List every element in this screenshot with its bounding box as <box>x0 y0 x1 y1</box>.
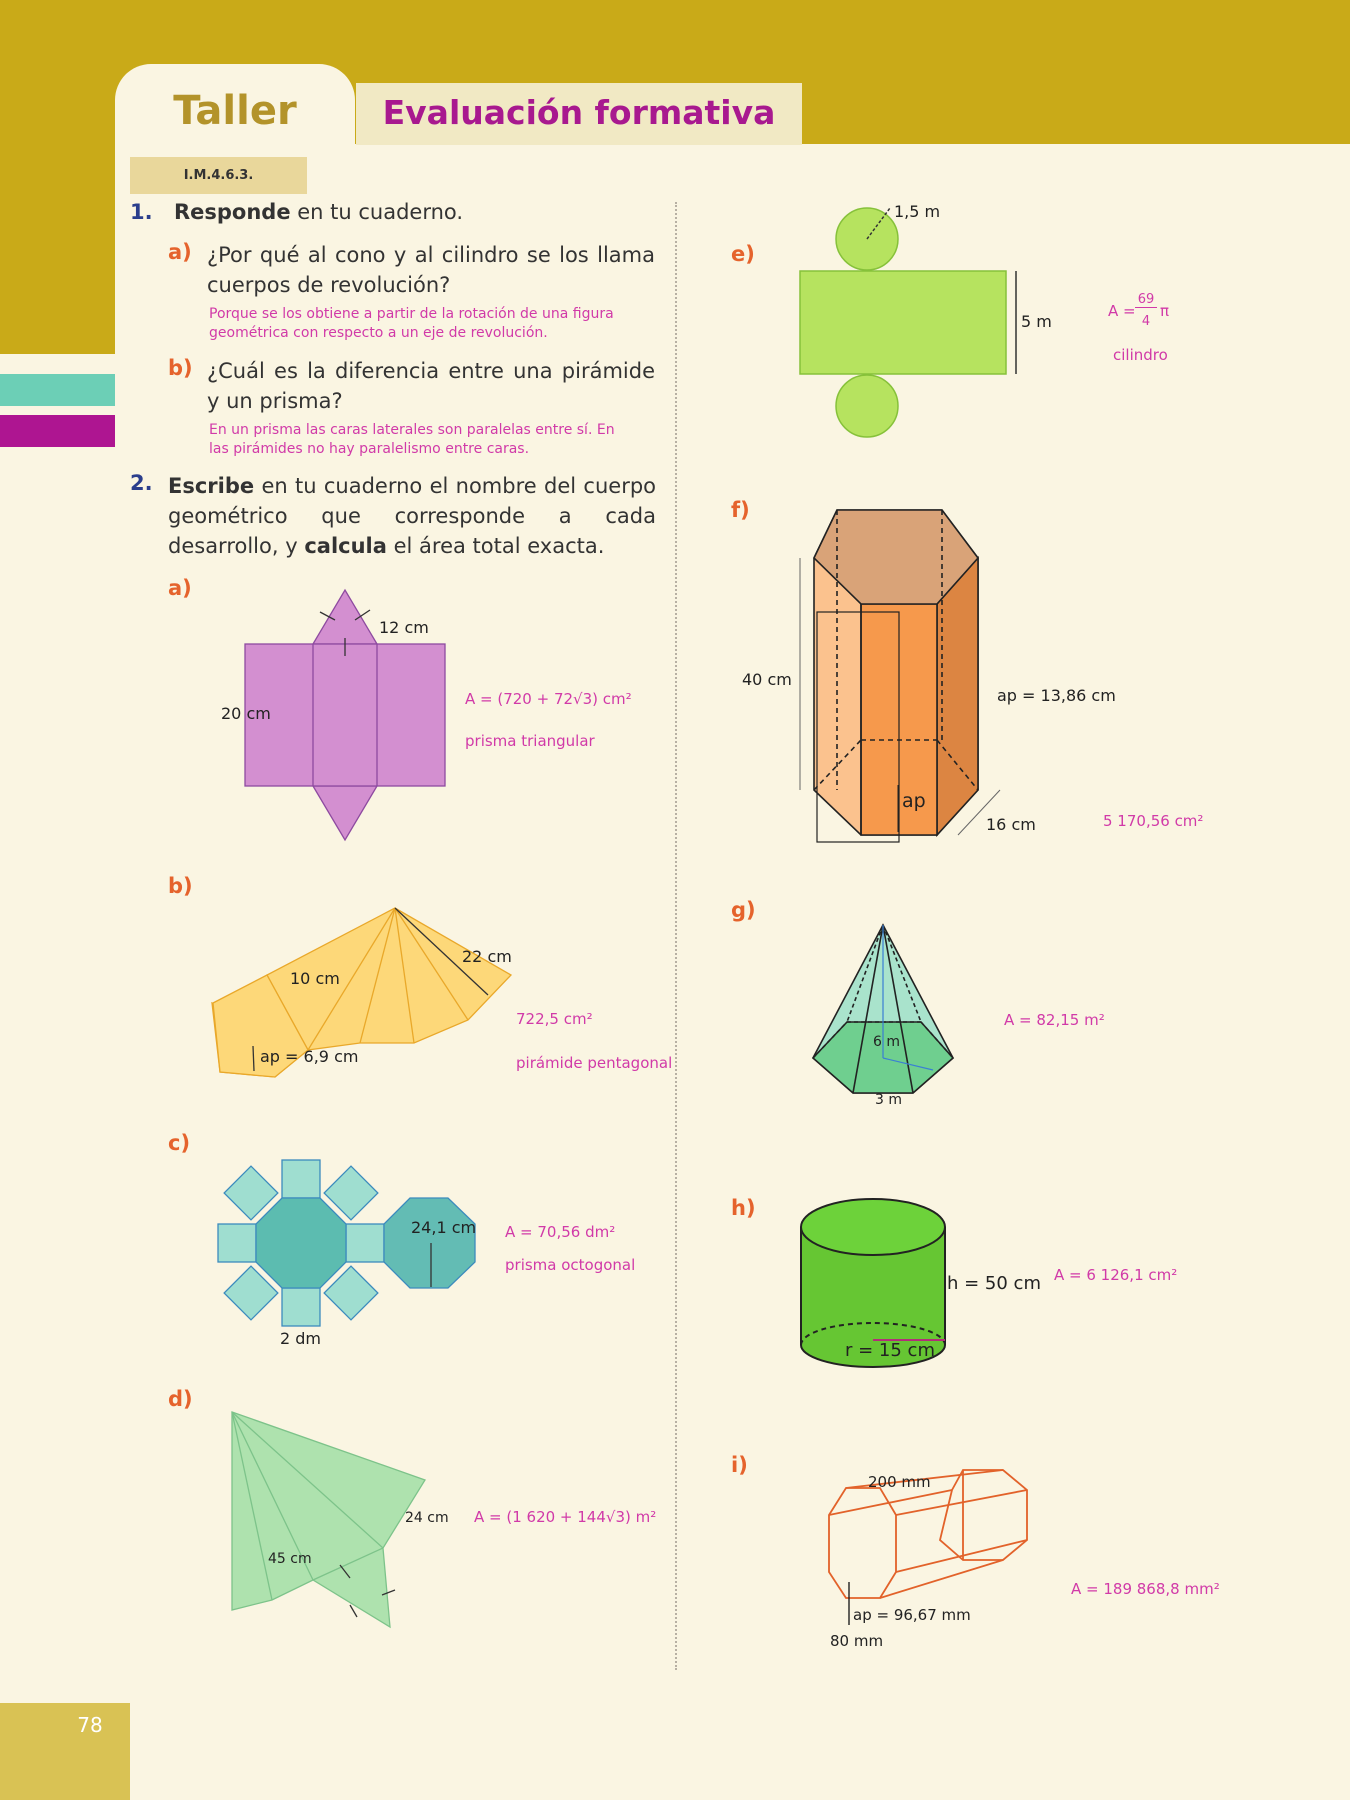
page-number: 78 <box>77 1713 103 1737</box>
b-name: pirámide pentagonal <box>516 1054 673 1072</box>
question-1-number: 1. <box>130 200 153 224</box>
e-dim-height: 5 m <box>1021 312 1052 331</box>
c-area: A = 70,56 dm² <box>505 1223 616 1241</box>
f-dim-side: 16 cm <box>986 815 1036 834</box>
c-name: prisma octogonal <box>505 1256 636 1274</box>
f-dim-height: 40 cm <box>742 670 792 689</box>
f-apothem-marker: ap <box>902 790 926 812</box>
b-dim-side: 10 cm <box>290 969 340 988</box>
e-area-numerator: 69 <box>1135 292 1157 308</box>
question-2-number: 2. <box>130 471 153 495</box>
item-i-label: i) <box>731 1453 748 1477</box>
e-name: cilindro <box>1113 346 1168 364</box>
i-dim-length: 200 mm <box>868 1473 931 1491</box>
q1-b-text: ¿Cuál es la diferencia entre una pirámide y un prisma? <box>207 359 655 413</box>
e-area-denominator: 4 <box>1141 314 1151 329</box>
skill-code: I.M.4.6.3. <box>130 157 307 194</box>
circle-bottom <box>836 375 898 437</box>
section-subtitle: Evaluación formativa <box>382 93 776 132</box>
question-2-verb2: calcula <box>304 534 387 558</box>
a-dim-side: 12 cm <box>379 618 429 637</box>
rectangle-lateral <box>800 271 1006 374</box>
g-dim-side: 3 m <box>875 1092 902 1108</box>
net-pentagonal-pyramid <box>212 908 511 1077</box>
q1-a-label: a) <box>168 240 192 264</box>
a-area: A = (720 + 72√3) cm² <box>465 690 632 708</box>
item-f-label: f) <box>731 498 750 522</box>
item-h-label: h) <box>731 1196 756 1220</box>
i-dim-side: 80 mm <box>830 1632 884 1650</box>
net-pyramid-d <box>232 1412 425 1627</box>
section-title: Taller <box>173 88 297 134</box>
octagonal-prism-wire <box>829 1470 1027 1625</box>
item-e-label: e) <box>731 242 755 266</box>
q1-b-answer: En un prisma las caras laterales son paralelas entre sí. En las pirámides no hay paralelismo entre caras. <box>209 422 615 457</box>
f-dim-apothem: ap = 13,86 cm <box>997 686 1116 705</box>
a-dim-height: 20 cm <box>221 704 271 723</box>
item-c-label: c) <box>168 1131 191 1155</box>
net-octagonal-prism <box>218 1160 475 1326</box>
question-1-verb: Responde <box>173 200 291 224</box>
e-area-prefix: A = <box>1108 302 1136 320</box>
h-dim-radius: r = 15 cm <box>845 1340 935 1361</box>
net-d-faces <box>232 1412 425 1627</box>
e-area-suffix: π <box>1160 302 1170 320</box>
item-a-label: a) <box>168 576 192 600</box>
i-area: A = 189 868,8 mm² <box>1071 1580 1220 1598</box>
a-name: prisma triangular <box>465 732 595 750</box>
net-cylinder <box>800 208 1016 437</box>
item-g-label: g) <box>731 898 756 922</box>
q1-a-text: ¿Por qué al cono y al cilindro se los llama cuerpos de revolución? <box>207 243 655 297</box>
question-2-text1: en tu cuaderno el nombre del cuerpo geométrico que corresponde a cada desarrollo, y <box>168 474 656 558</box>
question-2-verb1: Escribe <box>168 474 255 498</box>
i-dim-apothem: ap = 96,67 mm <box>853 1606 971 1624</box>
triangle-bottom <box>313 786 377 840</box>
item-d-label: d) <box>168 1387 193 1411</box>
g-area: A = 82,15 m² <box>1004 1011 1105 1029</box>
h-dim-height: h = 50 cm <box>947 1273 1041 1294</box>
hexagonal-pyramid <box>813 925 953 1093</box>
b-dim-slant: 22 cm <box>462 947 512 966</box>
e-dim-radius: 1,5 m <box>894 202 941 221</box>
triangle-top <box>313 590 377 644</box>
c-dim-apothem: 24,1 cm <box>411 1218 477 1237</box>
f-area: 5 170,56 cm² <box>1103 812 1204 830</box>
d-area: A = (1 620 + 144√3) m² <box>474 1508 657 1526</box>
question-2-text2: el área total exacta. <box>386 534 605 558</box>
item-b-label: b) <box>168 874 193 898</box>
octagon-base-2 <box>384 1198 475 1288</box>
b-dim-apothem: ap = 6,9 cm <box>260 1047 359 1066</box>
q1-b-label: b) <box>168 356 193 380</box>
octagon-base-1 <box>256 1198 346 1288</box>
hexagonal-prism <box>800 510 1000 842</box>
d-dim-side: 24 cm <box>405 1510 449 1526</box>
g-dim-height: 6 m <box>873 1034 900 1050</box>
c-dim-side: 2 dm <box>280 1329 322 1348</box>
d-dim-slant: 45 cm <box>268 1551 312 1567</box>
question-1-text: en tu cuaderno. <box>290 200 464 224</box>
h-area: A = 6 126,1 cm² <box>1054 1266 1178 1284</box>
lateral-faces <box>245 644 445 786</box>
q1-a-answer: Porque se los obtiene a partir de la rotación de una figura geométrica con respecto a un eje de revolución. <box>209 306 614 341</box>
b-area: 722,5 cm² <box>516 1010 593 1028</box>
